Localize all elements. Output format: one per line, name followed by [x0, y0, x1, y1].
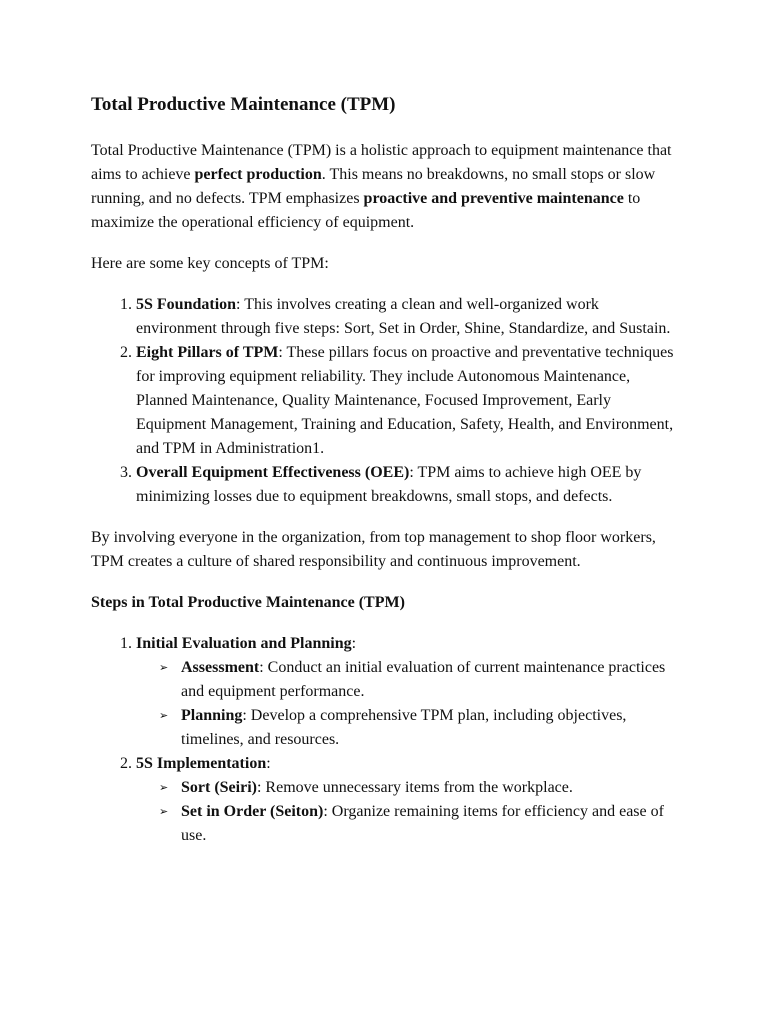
concept-title: Overall Equipment Effectiveness (OEE)	[136, 464, 410, 481]
steps-list	[91, 632, 678, 848]
intro-bold-2: proactive and preventive maintenance	[363, 190, 624, 207]
step-title: Initial Evaluation and Planning	[136, 635, 352, 652]
concept-title: Eight Pillars of TPM	[136, 344, 279, 361]
arrow-bullet-icon: ➢	[159, 806, 169, 818]
intro-text-1: Total Productive Maintenance (TPM) is a holistic approach to equipment maintenance that aims to achieve	[91, 142, 672, 183]
key-concepts-list	[91, 293, 678, 509]
substep-item	[159, 800, 678, 848]
substep-item	[159, 704, 678, 752]
arrow-bullet-icon: ➢	[159, 782, 169, 794]
substep-text: : Remove unnecessary items from the workplace.	[256, 779, 573, 796]
concept-text: : These pillars focus on proactive and preventative techniques for improving equipment reliability. They include Autonomous Maintenance, Planned Maintenance, Quality Maintenance, Focused Improvement, Early Equipment Management, Training and Education, Safety, Health, and Environment, and TPM in Administration1.	[136, 344, 674, 457]
substep-title: Assessment	[181, 659, 260, 676]
concept-title: 5S Foundation	[136, 296, 237, 313]
intro-paragraph	[91, 139, 678, 235]
concept-item	[136, 341, 678, 461]
arrow-bullet-icon: ➢	[159, 710, 169, 722]
step-title: 5S Implementation	[136, 755, 267, 772]
intro-text-3: to maximize the operational efficiency of equipment.	[91, 190, 641, 231]
step-text: :	[266, 755, 271, 772]
concept-item	[136, 293, 678, 341]
substep-list	[136, 656, 678, 752]
intro-text-2: . This means no breakdowns, no small stops or slow running, and no defects. TPM emphasizes	[91, 166, 656, 207]
arrow-bullet-icon: ➢	[159, 662, 169, 674]
substep-text: : Develop a comprehensive TPM plan, including objectives, timelines, and resources.	[181, 707, 627, 748]
concept-text: : This involves creating a clean and well-organized work environment through five steps: Sort, Set in Order, Shine, Standardize, and Sustain.	[136, 296, 671, 337]
substep-title: Planning	[181, 707, 243, 724]
concept-text: : TPM aims to achieve high OEE by minimizing losses due to equipment breakdowns, small stops, and defects.	[136, 464, 642, 505]
substep-text: : Conduct an initial evaluation of current maintenance practices and equipment performance.	[181, 659, 666, 700]
step-item	[136, 752, 678, 848]
substep-title: Set in Order (Seiton)	[181, 803, 324, 820]
substep-text: : Organize remaining items for efficiency and ease of use.	[181, 803, 664, 844]
key-concepts-intro: Here are some key concepts of TPM:	[91, 255, 329, 272]
page-title: Total Productive Maintenance (TPM)	[91, 94, 396, 115]
concept-item	[136, 461, 678, 509]
intro-bold-1: perfect production	[194, 166, 322, 183]
step-text: :	[351, 635, 357, 652]
step-item	[136, 632, 678, 752]
steps-heading: Steps in Total Productive Maintenance (TPM)	[91, 594, 405, 611]
substep-item	[159, 656, 678, 704]
substep-title: Sort (Seiri)	[181, 779, 257, 796]
substep-item	[159, 776, 678, 800]
closing-paragraph: By involving everyone in the organization, from top management to shop floor workers, TPM creates a culture of shared responsibility and continuous improvement.	[91, 529, 656, 570]
substep-list	[136, 776, 678, 848]
